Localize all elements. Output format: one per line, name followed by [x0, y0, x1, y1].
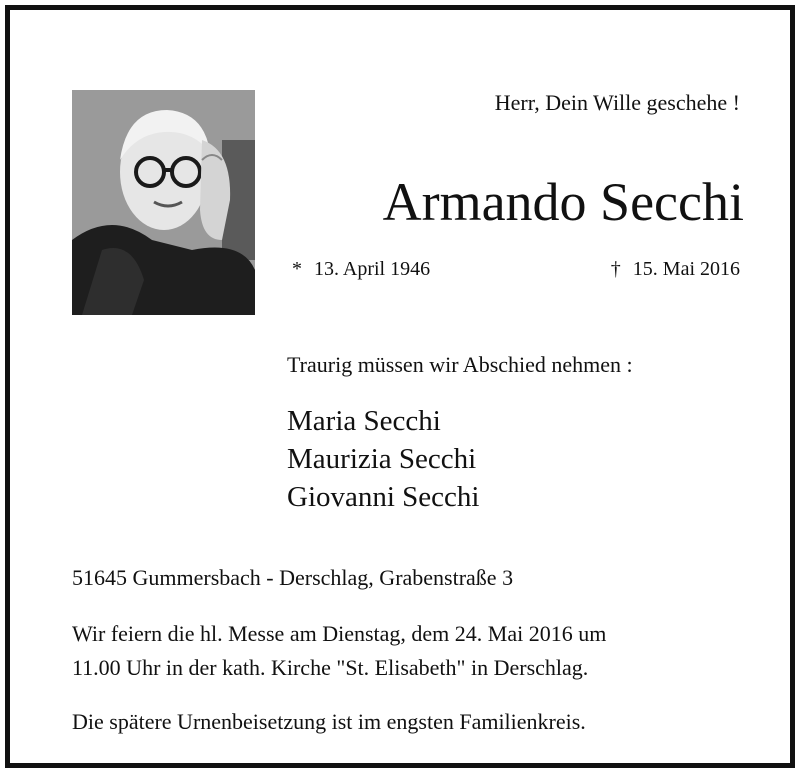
portrait-image — [72, 90, 255, 315]
deceased-name: Armando Secchi — [382, 172, 744, 232]
family-address: 51645 Gummersbach - Derschlag, Grabenstraße 3 — [72, 565, 514, 590]
death-cross-icon: † — [610, 258, 621, 280]
portrait-photo — [72, 90, 255, 315]
death-date: 15. Mai 2016 — [632, 258, 740, 280]
death-line — [611, 258, 740, 281]
mass-line: Wir feiern die hl. Messe am Dienstag, dem 24. Mai 2016 um — [72, 621, 607, 646]
mass-line: 11.00 Uhr in der kath. Kirche "St. Elisabeth" in Derschlag. — [72, 655, 589, 680]
burial-note: Die spätere Urnenbeisetzung ist im engsten Familienkreis. — [72, 709, 586, 734]
obituary-frame — [5, 5, 795, 768]
birth-date: 13. April 1946 — [314, 258, 431, 280]
mourner-name: Maurizia Secchi — [287, 443, 477, 475]
mass-announcement — [72, 617, 752, 685]
mourners-list — [287, 402, 479, 516]
mourner-name: Giovanni Secchi — [287, 481, 480, 513]
birth-symbol: * — [292, 258, 302, 280]
mourner-name: Maria Secchi — [287, 405, 441, 437]
motto-text: Herr, Dein Wille geschehe ! — [494, 90, 740, 115]
birth-line — [292, 258, 430, 281]
sorrow-line: Traurig müssen wir Abschied nehmen : — [287, 352, 633, 377]
